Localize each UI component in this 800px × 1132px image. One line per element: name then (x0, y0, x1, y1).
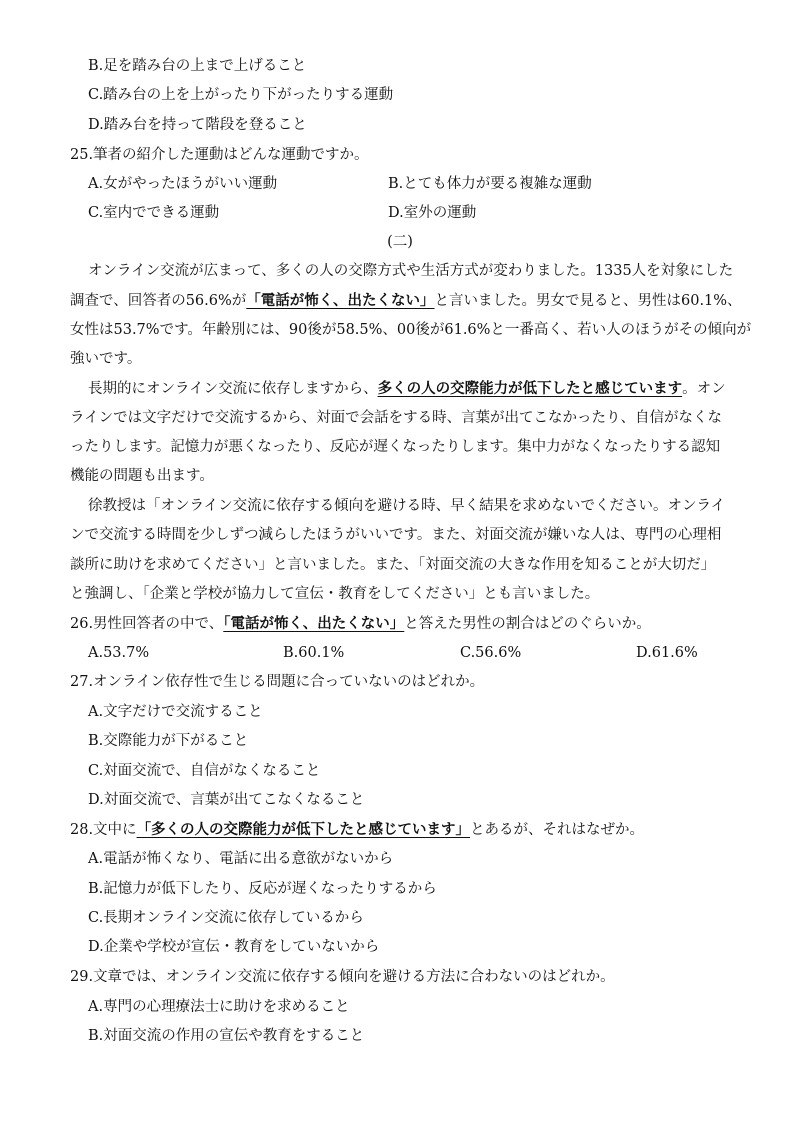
q25-option-d: D.室外の運動 (388, 205, 477, 221)
passage-line: と強調し、「企業と学校が協力して宣伝・教育をしてください」とも言いました。 (70, 586, 600, 602)
q28-option-d: D.企業や学校が宣伝・教育をしていないから (88, 939, 380, 955)
q29-stem: 29.文章では、オンライン交流に依存する傾向を避ける方法に合わないのはどれか。 (70, 969, 615, 985)
passage-line: オンライン交流が広まって、多くの人の交際方式や生活方式が変わりました。1335人を対象にした (88, 263, 734, 279)
passage-line: 強いです。 (70, 351, 142, 367)
q28-option-c: C.長期オンライン交流に依存しているから (88, 910, 364, 926)
passage-line: 女性は53.7%です。年齢別には、90後が58.5%、00後が61.6%と一番高く、若い人のほうがその傾向が (70, 322, 752, 338)
q25-stem: 25.筆者の紹介した運動はどんな運動ですか。 (70, 147, 369, 163)
q27-option-c: C.対面交流で、自信がなくなること (88, 763, 321, 779)
passage-text: 長期的にオンライン交流に依存しますから、 (88, 381, 378, 397)
emphasized-quote: 多くの人の交際能力が低下したと感じています (377, 380, 683, 397)
passage-text: と言いました。男女で見ると、男性は60.1%、 (434, 293, 742, 309)
q29-option-a: A.専門の心理療法士に助けを求めること (88, 999, 350, 1015)
q28-option-a: A.電話が怖くなり、電話に出る意欲がないから (88, 851, 394, 867)
q25-option-b: B.とても体力が要る複雑な運動 (388, 176, 592, 192)
passage-line: 徐教授は「オンライン交流に依存する傾向を避ける時、早く結果を求めないでください。オンライ (88, 498, 726, 514)
q26-option-d: D.61.6% (636, 645, 698, 661)
q26-option-c: C.56.6% (460, 645, 522, 661)
q26-stem (70, 614, 651, 634)
passage-text: 調査で、回答者の56.6%が (70, 293, 247, 309)
q27-option-a: A.文字だけで交流すること (88, 704, 263, 720)
q27-stem: 27.オンライン依存性で生じる問題に合っていないのはどれか。 (70, 674, 485, 690)
passage-line: ったりします。記憶力が悪くなったり、反応が遅くなったりします。集中力がなくなったりする認知 (70, 439, 721, 455)
passage-line: ンで交流する時間を少しずつ減らしたほうがいいです。また、対面交流が嫌いな人は、専門の心理相 (70, 527, 722, 543)
q26-option-b: B.60.1% (283, 645, 345, 661)
q26-option-a: A.53.7% (88, 645, 150, 661)
q28-stem (70, 820, 644, 840)
passage-line (88, 379, 726, 399)
q29-option-b: B.対面交流の作用の宣伝や教育をすること (88, 1028, 365, 1044)
passage-line: 機能の問題も出ます。 (70, 468, 214, 484)
q26-stem-text: と答えた男性の割合はどのぐらいか。 (404, 616, 651, 632)
q24-option-b: B.足を踏み台の上まで上げること (88, 58, 307, 74)
passage-line (70, 291, 742, 311)
q25-option-c: C.室内でできる運動 (88, 205, 220, 221)
q27-option-b: B.交際能力が下がること (88, 733, 249, 749)
passage-line: 談所に助けを求めてください」と言いました。また、「対面交流の大きな作用を知ることが大切だ」 (70, 557, 716, 573)
emphasized-quote: 「電話が怖く、出たくない」 (246, 292, 435, 309)
q25-option-a: A.女がやったほうがいい運動 (88, 176, 278, 192)
passage-line: ラインでは文字だけで交流するから、対面で会話をする時、言葉が出てこなかったり、自信がなくな (70, 410, 723, 426)
emphasized-quote: 「多くの人の交際能力が低下したと感じています」 (136, 821, 471, 838)
q24-option-c: C.踏み台の上を上がったり下がったりする運動 (88, 87, 394, 103)
q26-stem-text: 26.男性回答者の中で、 (70, 616, 224, 632)
q24-option-d: D.踏み台を持って階段を登ること (88, 117, 307, 133)
section-title: (二) (387, 234, 413, 250)
q28-stem-text: 28.文中に (70, 822, 137, 838)
q28-stem-text: とあるが、それはなぜか。 (470, 822, 645, 838)
q27-option-d: D.対面交流で、言葉が出てこなくなること (88, 792, 365, 808)
emphasized-quote: 「電話が怖く、出たくない」 (223, 615, 405, 632)
q28-option-b: B.記憶力が低下したり、反応が遅くなったりするから (88, 881, 437, 897)
passage-text: 。オン (682, 381, 726, 397)
